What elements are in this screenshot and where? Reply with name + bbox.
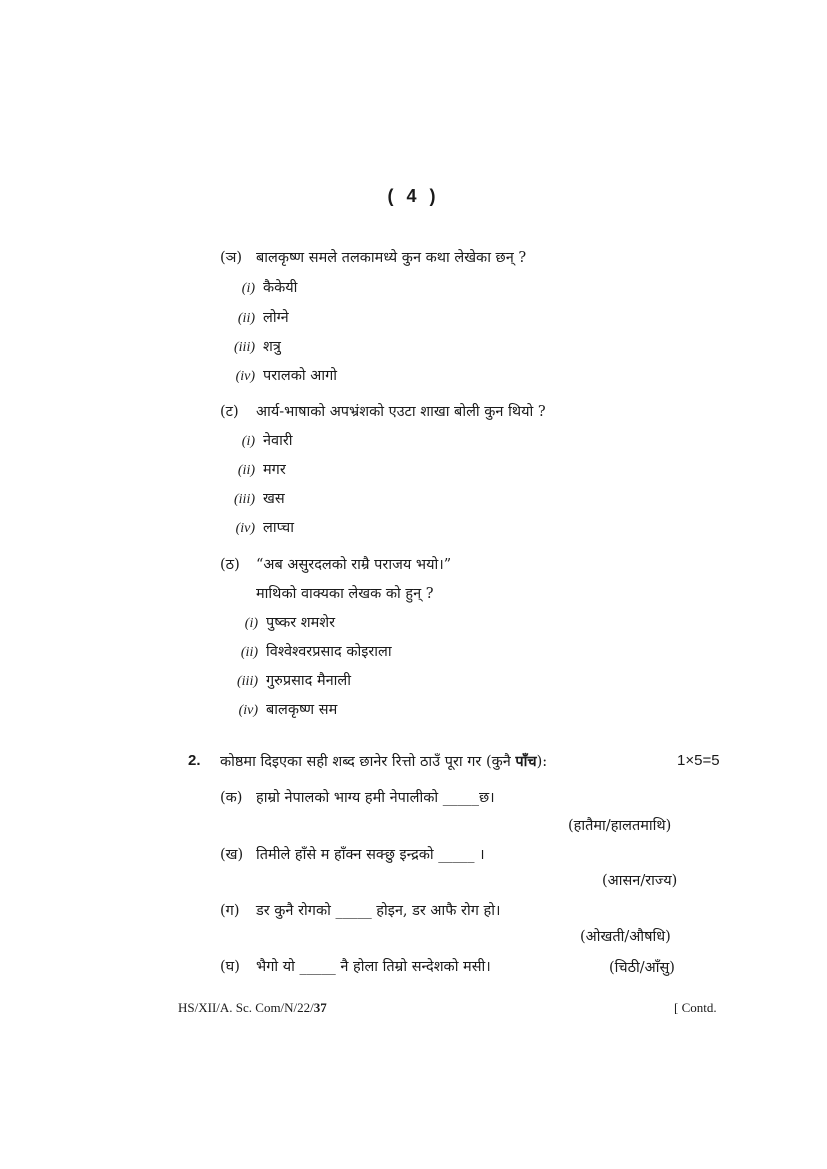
option-num: (iv) (235, 521, 255, 536)
option-num: (i) (241, 434, 255, 449)
option-num: (iv) (238, 703, 258, 718)
option (233, 460, 286, 481)
item-hint: (हातैमा/हालतमाथि) (568, 818, 672, 834)
item-hint: (ओखती/औषधि) (580, 929, 671, 945)
option-num: (iv) (235, 369, 255, 384)
fill-item (220, 957, 491, 977)
page-number: ( 4 ) (387, 186, 440, 206)
option (236, 642, 392, 663)
option (236, 613, 335, 634)
question-label: (ट) (220, 404, 239, 420)
item-text: डर कुनै रोगको _____ होइन, डर आफै रोग हो। (256, 903, 501, 919)
option (233, 308, 289, 329)
question-text: “अब असुरदलको राम्रै पराजय भयो।” (256, 557, 452, 573)
option (233, 431, 293, 452)
item-text: हाम्रो नेपालको भाग्य हमी नेपालीको _____छ। (256, 790, 495, 806)
question-text-line2: माथिको वाक्यका लेखक को हुन् ? (256, 586, 434, 602)
fill-item (220, 845, 485, 865)
option-num: (iii) (234, 340, 255, 355)
item-label: (क) (220, 790, 243, 806)
instruction-end: ): (536, 754, 548, 770)
option-num: (iii) (237, 674, 258, 689)
option-num: (i) (241, 281, 255, 296)
option-num: (iii) (234, 492, 255, 507)
item-hint: (आसन/राज्य) (602, 873, 678, 889)
option (236, 671, 351, 692)
item-text: तिमीले हाँसे म हाँक्न सक्छु इन्द्रको _____ । (256, 847, 485, 863)
option-text: परालको आगो (263, 368, 337, 384)
marks: 1×5=5 (677, 752, 720, 769)
option-text: गुरुप्रसाद मैनाली (266, 673, 352, 689)
question-tha (220, 555, 451, 575)
option-text: लाप्चा (263, 520, 295, 536)
paper-code-number: 37 (313, 1000, 327, 1015)
option-text: पुष्कर शमशेर (266, 615, 336, 631)
item-label: (ख) (220, 847, 244, 863)
option (233, 518, 294, 539)
question-nya (220, 248, 526, 268)
option-text: शत्रु (263, 339, 281, 355)
option-text: बालकृष्ण सम (266, 702, 338, 718)
option (233, 337, 281, 358)
option-text: मगर (263, 462, 286, 478)
question-text: बालकृष्ण समले तलकामध्ये कुन कथा लेखेका छन् ? (256, 250, 527, 266)
question-ta (220, 402, 546, 422)
fill-item (220, 788, 495, 808)
option (233, 366, 337, 387)
option-text: कैकेयी (263, 280, 298, 296)
item-label: (ग) (220, 903, 240, 919)
option-num: (ii) (240, 645, 258, 660)
option-text: विश्वेश्वरप्रसाद कोइराला (266, 644, 392, 660)
item-text: भैगो यो _____ नै होला तिम्रो सन्देशको मसी। (256, 959, 491, 975)
question-label: (ञ) (220, 250, 243, 266)
continued-marker: [ Contd. (674, 1000, 717, 1015)
option-num: (i) (244, 616, 258, 631)
item-label: (घ) (220, 959, 240, 975)
instruction-emphasis: पाँच (515, 753, 537, 770)
question-2-instruction (220, 752, 547, 772)
item-hint: (चिठी/आँसु) (609, 960, 675, 976)
paper-code (178, 1000, 327, 1016)
option-text: लोग्ने (263, 310, 289, 326)
option-num: (ii) (237, 463, 255, 478)
instruction-text: कोष्ठमा दिइएका सही शब्द छानेर रित्तो ठाउँ पूरा गर (कुनै (220, 754, 511, 770)
fill-item (220, 901, 500, 921)
question-number: 2. (188, 752, 201, 769)
paper-code-text: HS/XII/A. Sc. Com/N/22/ (178, 1000, 314, 1015)
question-text: आर्य-भाषाको अपभ्रंशको एउटा शाखा बोली कुन थियो ? (256, 404, 546, 420)
option-num: (ii) (237, 311, 255, 326)
option (236, 700, 337, 721)
option-text: खस (263, 491, 285, 507)
option-text: नेवारी (263, 433, 293, 449)
option (233, 278, 297, 299)
option (233, 489, 285, 510)
question-label: (ठ) (220, 557, 240, 573)
